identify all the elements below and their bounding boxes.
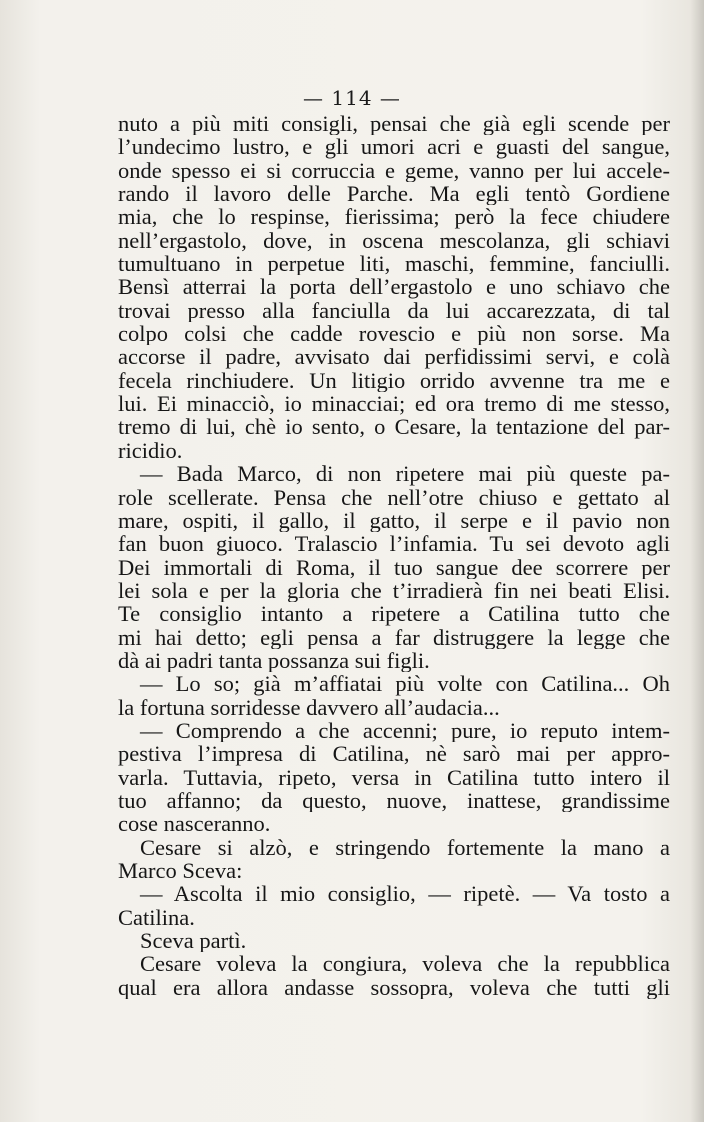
text-line: qual era allora andasse sossopra, voleva che tutti gli	[118, 975, 670, 1000]
text-line: varla. Tuttavia, ripeto, versa in Catilina tutto intero il	[118, 765, 670, 789]
text-line: trovai presso alla fanciulla da lui accarezzata, di tal	[118, 298, 670, 323]
text-line: onde spesso ei si corruccia e geme, vanno per lui accele-	[118, 158, 670, 183]
text-line: role scellerate. Pensa che nell’otre chiuso e gettato al	[118, 485, 670, 509]
text-line: mia, che lo respinse, fierissima; però la fece chiudere	[118, 205, 670, 229]
text-line: tremo di lui, chè io sento, o Cesare, la tentazione del par-	[118, 415, 670, 439]
text-line: rando il lavoro delle Parche. Ma egli tentò Gordiene	[118, 182, 670, 206]
text-line: — Ascolta il mio consiglio, — ripetè. — Va tosto a	[140, 882, 670, 906]
text-line: Bensì atterrai la porta dell’ergastolo e uno schiavo che	[118, 275, 670, 299]
text-line: tumultuano in perpetue liti, maschi, femmine, fanciulli.	[118, 252, 670, 276]
text-line: Sceva partì.	[140, 929, 247, 953]
text-line: accorse il padre, avvisato dai perfidissimi servi, e colà	[118, 345, 670, 369]
text-line: colpo colsi che cadde rovescio e più non sorse. Ma	[118, 322, 670, 346]
text-line: pestiva l’impresa di Catilina, nè sarò mai per appro-	[118, 742, 670, 766]
text-line: — Comprendo a che accenni; pure, io reputo intem-	[140, 718, 670, 743]
text-line: mi hai detto; egli pensa a far distruggere la legge che	[118, 625, 670, 649]
text-line: cose nasceranno.	[118, 812, 271, 836]
text-line: Catilina.	[118, 905, 195, 930]
text-line: mare, ospiti, il gallo, il gatto, il serpe e il pavio non	[118, 508, 670, 533]
text-line: fecela rinchiudere. Un litigio orrido avvenne tra me e	[118, 368, 670, 393]
text-line: Te consiglio intanto a ripetere a Catilina tutto che	[118, 602, 670, 626]
text-line: tuo affanno; da questo, nuove, inattese, grandissime	[118, 788, 670, 813]
text-line: fan buon giuoco. Tralascio l’infamia. Tu sei devoto agli	[118, 532, 670, 556]
text-line: dà ai padri tanta possanza sui figli.	[118, 648, 430, 673]
text-line: lei sola e per la gloria che t’irradierà fin nei beati Elisi.	[118, 578, 670, 603]
text-line: nuto a più miti consigli, pensai che già egli scende per	[118, 112, 670, 136]
text-line: — Bada Marco, di non ripetere mai più queste pa-	[140, 462, 670, 486]
text-line: Cesare si alzò, e stringendo fortemente la mano a	[140, 835, 670, 859]
body-text	[118, 112, 670, 999]
page-number: — 114 —	[303, 86, 401, 110]
text-line: l’undecimo lustro, e gli umori acri e guasti del sangue,	[118, 135, 670, 159]
text-line: — Lo so; già m’affiatai più volte con Catilina... Oh	[140, 672, 670, 696]
text-line: lui. Ei minacciò, io minacciai; ed ora tremo di me stesso,	[118, 392, 670, 416]
text-line: ricidio.	[118, 438, 183, 463]
text-line: Dei immortali di Roma, il tuo sangue dee scorrere per	[118, 555, 670, 579]
text-line: nell’ergastolo, dove, in oscena mescolanza, gli schiavi	[118, 228, 670, 253]
text-line: Cesare voleva la congiura, voleva che la repubblica	[140, 952, 670, 976]
text-line: la fortuna sorridesse davvero all’audacia...	[118, 695, 500, 719]
text-line: Marco Sceva:	[118, 859, 243, 883]
